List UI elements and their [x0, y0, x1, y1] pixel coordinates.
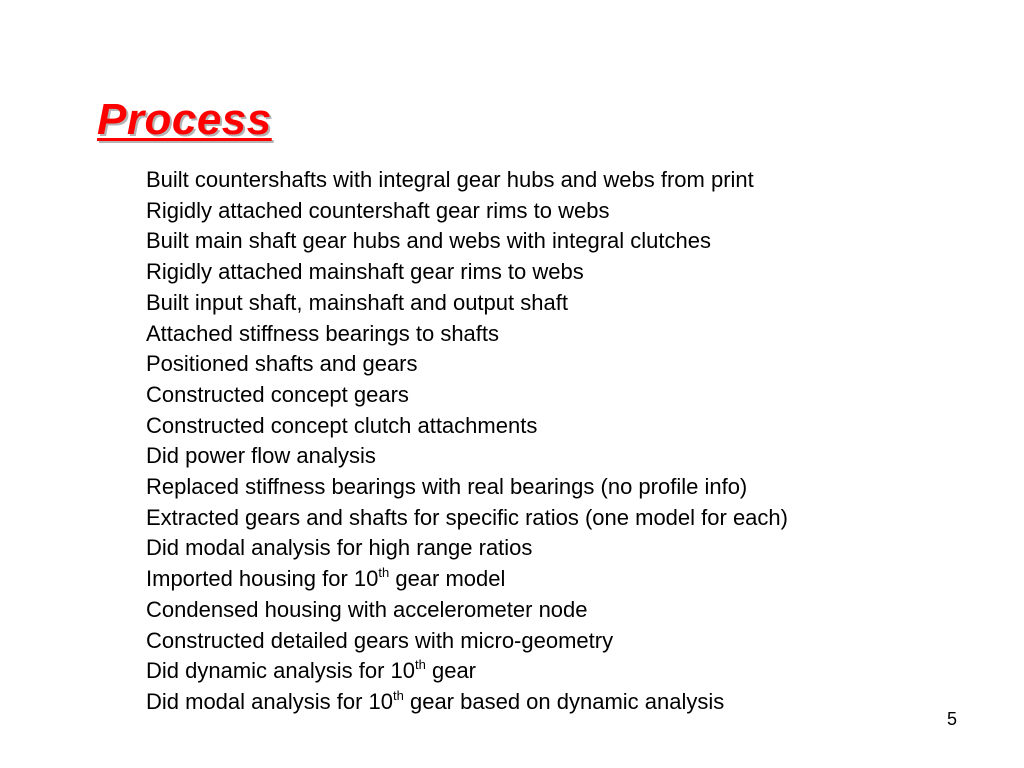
list-item — [146, 257, 788, 288]
page-number: 5 — [947, 709, 958, 729]
list-item — [146, 564, 788, 595]
list-item-text: Attached stiffness bearings to shafts — [146, 320, 500, 346]
list-item — [146, 656, 788, 687]
list-item — [146, 687, 788, 718]
list-item — [146, 595, 788, 626]
list-item-text: Built input shaft, mainshaft and output shaft — [146, 289, 568, 315]
list-item — [146, 196, 788, 227]
list-item-text: Replaced stiffness bearings with real bearings (no profile info) — [146, 474, 748, 500]
slide-title: Process — [97, 95, 272, 144]
list-item-text: Constructed concept clutch attachments — [146, 412, 538, 438]
list-item-text-before: Imported housing for 10 — [146, 566, 379, 592]
superscript-th: th — [378, 565, 390, 581]
list-item — [146, 411, 788, 442]
list-item-text: Built countershafts with integral gear hubs and webs from print — [146, 167, 754, 192]
list-item-text: Rigidly attached countershaft gear rims to webs — [146, 197, 610, 223]
list-item-text: Rigidly attached mainshaft gear rims to webs — [146, 259, 584, 285]
superscript-th: th — [393, 687, 404, 703]
list-item-text-after: gear model — [389, 566, 506, 592]
list-item — [146, 165, 788, 196]
list-item — [146, 472, 788, 503]
list-item-text-after: gear based on dynamic analysis — [403, 688, 725, 714]
list-item-text: Constructed detailed gears with micro-geometry — [146, 627, 614, 653]
list-item — [146, 533, 788, 564]
list-item — [146, 226, 788, 257]
list-item-text: Condensed housing with accelerometer node — [146, 596, 588, 622]
list-item-text: Positioned shafts and gears — [146, 351, 418, 377]
list-item-text: Extracted gears and shafts for specific ratios (one model for each) — [146, 504, 788, 530]
process-steps-list — [146, 165, 788, 718]
list-item — [146, 441, 788, 472]
list-item-text: Did power flow analysis — [146, 443, 376, 469]
list-item — [146, 380, 788, 411]
list-item-text: Constructed concept gears — [146, 381, 409, 407]
list-item-text: Did modal analysis for high range ratios — [146, 535, 533, 561]
list-item-text-before: Did modal analysis for 10 — [146, 688, 394, 714]
list-item — [146, 288, 788, 319]
list-item — [146, 349, 788, 380]
list-item — [146, 319, 788, 350]
superscript-th: th — [415, 657, 426, 673]
list-item — [146, 503, 788, 534]
list-item-text-after: gear — [425, 658, 477, 684]
list-item-text-before: Did dynamic analysis for 10 — [146, 658, 416, 684]
list-item-text: Built main shaft gear hubs and webs with integral clutches — [146, 228, 711, 254]
list-item — [146, 626, 788, 657]
